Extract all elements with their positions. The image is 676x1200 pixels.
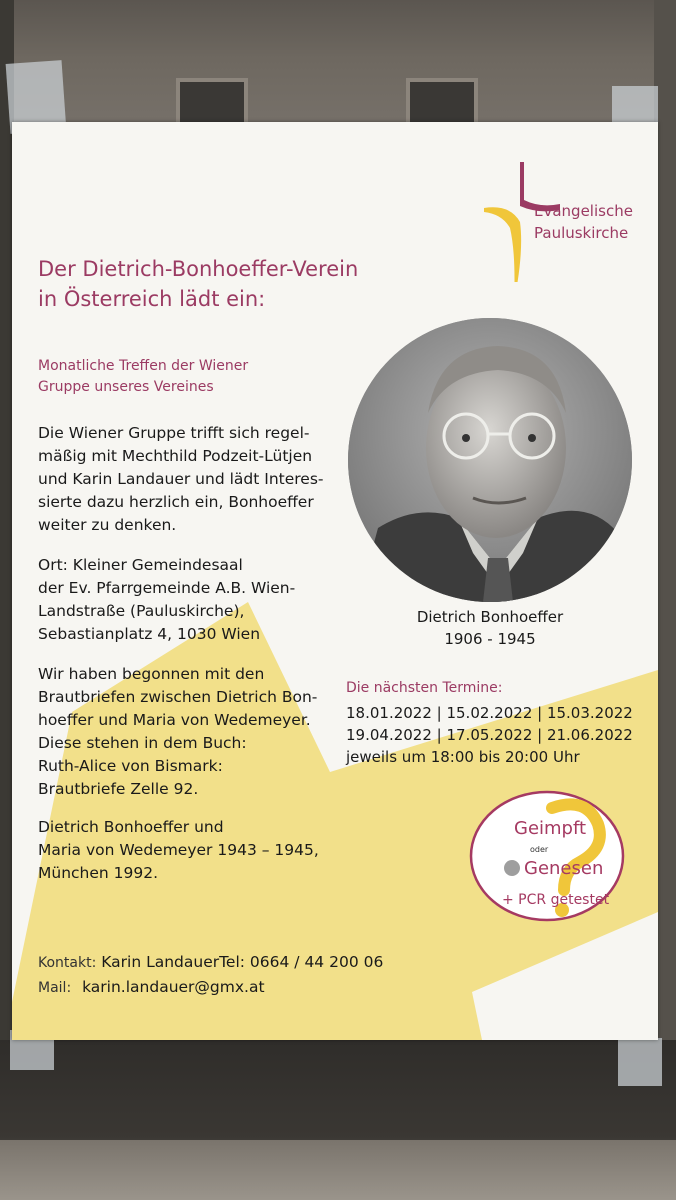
logo-line-1: Evangelische (534, 202, 633, 220)
contact-label: Kontakt: (38, 955, 97, 971)
location-line: Ort: Kleiner Gemeindesaal (38, 556, 243, 574)
tape-bottom-right (618, 1038, 662, 1086)
intro-line: sierte dazu herzlich ein, Bonhoeffer (38, 493, 314, 511)
contact-line (38, 950, 383, 975)
intro-paragraph (38, 422, 348, 537)
reading-line: Brautbriefen zwischen Dietrich Bon- (38, 688, 318, 706)
dates-title: Die nächsten Termine: (346, 680, 503, 696)
dates-row: 19.04.2022 | 17.05.2022 | 21.06.2022 (346, 726, 633, 744)
bonhoeffer-portrait (348, 318, 632, 602)
logo-text (534, 200, 633, 244)
subheading-line-1: Monatliche Treffen der Wiener (38, 358, 249, 374)
intro-line: mäßig mit Mechthild Podzeit-Lütjen (38, 447, 313, 465)
badge-tested: + PCR getestet (502, 892, 610, 908)
portrait-caption (372, 606, 608, 650)
contact-block (38, 950, 383, 1000)
book-line: Maria von Wedemeyer 1943 – 1945, (38, 841, 319, 859)
intro-line: und Karin Landauer und lädt Interes- (38, 470, 324, 488)
book-paragraph (38, 816, 348, 885)
caption-name: Dietrich Bonhoeffer (416, 608, 564, 626)
badge-or: oder (530, 845, 549, 854)
virus-icon (504, 860, 520, 876)
reading-line: Diese stehen in dem Buch: (38, 734, 247, 752)
subheading-line-2: Gruppe unseres Vereines (38, 379, 214, 395)
mail-line (38, 975, 383, 1000)
poster-heading (38, 254, 458, 314)
contact-value: Karin LandauerTel: 0664 / 44 200 06 (101, 953, 384, 971)
dates-time: jeweils um 18:00 bis 20:00 Uhr (346, 748, 580, 766)
heading-line-1: Der Dietrich-Bonhoeffer-Verein (38, 257, 359, 281)
poster-subheading (38, 356, 328, 398)
mail-value: karin.landauer@gmx.at (82, 978, 265, 996)
location-paragraph (38, 554, 348, 646)
badge-recovered: Genesen (524, 858, 604, 879)
book-line: München 1992. (38, 864, 159, 882)
mail-label: Mail: (38, 980, 72, 996)
covid-rule-badge (468, 790, 626, 922)
location-line: Sebastianplatz 4, 1030 Wien (38, 625, 261, 643)
dates-row: 18.01.2022 | 15.02.2022 | 15.03.2022 (346, 704, 633, 722)
reading-line: hoeffer und Maria von Wedemeyer. (38, 711, 311, 729)
reading-paragraph (38, 663, 348, 801)
logo-line-2: Pauluskirche (534, 224, 629, 242)
book-line: Dietrich Bonhoeffer und (38, 818, 224, 836)
location-line: Landstraße (Pauluskirche), (38, 602, 245, 620)
intro-line: Die Wiener Gruppe trifft sich regel- (38, 424, 310, 442)
badge-vaccinated: Geimpft (514, 818, 587, 839)
reading-line: Ruth-Alice von Bismark: (38, 757, 223, 775)
dates-list (346, 702, 646, 768)
intro-line: weiter zu denken. (38, 516, 177, 534)
caption-years: 1906 - 1945 (444, 630, 536, 648)
reading-line: Brautbriefe Zelle 92. (38, 780, 199, 798)
window-sill (0, 1140, 676, 1200)
portrait-photo (348, 318, 632, 602)
location-line: der Ev. Pfarrgemeinde A.B. Wien- (38, 579, 296, 597)
poster (12, 122, 658, 1040)
heading-line-2: in Österreich lädt ein: (38, 287, 266, 311)
building-reflection (0, 0, 676, 130)
reading-line: Wir haben begonnen mit den (38, 665, 265, 683)
